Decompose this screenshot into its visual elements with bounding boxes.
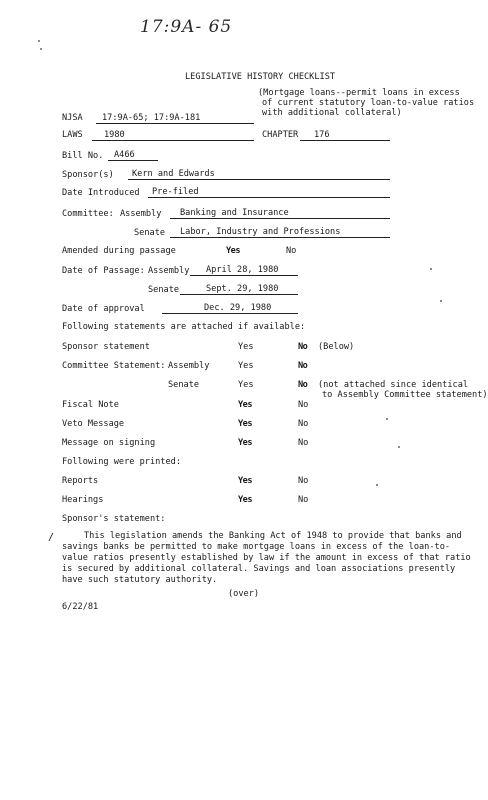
over-label: (over) bbox=[228, 589, 260, 599]
passage-label: Date of Passage: bbox=[62, 266, 145, 276]
sponsor-statement-yes: Yes bbox=[238, 342, 254, 352]
njsa-value: 17:9A-65; 17:9A-181 bbox=[102, 113, 201, 123]
hearings-yes-struck: Yes bbox=[238, 495, 253, 505]
description-line-2: of current statutory loan-to-value ratios bbox=[262, 98, 475, 108]
chapter-underline bbox=[300, 140, 390, 141]
laws-underline bbox=[92, 140, 254, 141]
margin-speck bbox=[40, 48, 42, 50]
chapter-value: 176 bbox=[314, 130, 330, 140]
reports-no: No bbox=[298, 476, 309, 486]
committee-assembly-label: Assembly bbox=[120, 209, 162, 219]
passage-senate-label: Senate bbox=[148, 285, 180, 295]
reports-yes-struck: Yes bbox=[238, 476, 253, 486]
committee-label: Committee: bbox=[62, 209, 114, 219]
committee-statement-label: Committee Statement: bbox=[62, 361, 166, 371]
njsa-underline bbox=[96, 123, 254, 124]
passage-assembly-underline bbox=[190, 275, 298, 276]
sponsor-statement-no-struck: No bbox=[298, 342, 308, 352]
committee-statement-assembly-no-struck: No bbox=[298, 361, 308, 371]
committee-assembly-underline bbox=[170, 218, 390, 219]
committee-senate-value: Labor, Industry and Professions bbox=[180, 227, 341, 237]
message-on-signing-label: Message on signing bbox=[62, 438, 156, 448]
bill-label: Bill No. bbox=[62, 151, 104, 161]
njsa-label: NJSA bbox=[62, 113, 83, 123]
sponsor-statement-note: (Below) bbox=[318, 342, 355, 352]
approval-value: Dec. 29, 1980 bbox=[204, 303, 272, 313]
following-attached-heading: Following statements are attached if available: bbox=[62, 322, 306, 332]
handwritten-law-number: 17:9A- 65 bbox=[140, 17, 233, 37]
sponsor-statement-heading: Sponsor's statement: bbox=[62, 514, 166, 524]
reports-label: Reports bbox=[62, 476, 99, 486]
amended-label: Amended during passage bbox=[62, 246, 176, 256]
laws-value: 1980 bbox=[104, 130, 125, 140]
committee-senate-label: Senate bbox=[134, 228, 166, 238]
amended-yes-struck: Yes bbox=[226, 246, 241, 256]
margin-speck bbox=[376, 484, 378, 486]
page-title: LEGISLATIVE HISTORY CHECKLIST bbox=[185, 72, 336, 82]
message-on-signing-no: No bbox=[298, 438, 309, 448]
margin-speck bbox=[386, 418, 388, 420]
margin-speck bbox=[38, 40, 40, 42]
following-printed-heading: Following were printed: bbox=[62, 457, 181, 467]
sponsors-value: Kern and Edwards bbox=[132, 169, 215, 179]
date-introduced-value: Pre-filed bbox=[152, 187, 199, 197]
committee-statement-senate-yes: Yes bbox=[238, 380, 254, 390]
veto-message-label: Veto Message bbox=[62, 419, 125, 429]
chapter-label: CHAPTER bbox=[262, 130, 299, 140]
veto-message-yes-struck: Yes bbox=[238, 419, 253, 429]
margin-speck bbox=[398, 446, 400, 448]
committee-statement-senate-note-1: (not attached since identical bbox=[318, 380, 469, 390]
margin-speck bbox=[440, 300, 442, 302]
passage-senate-underline bbox=[180, 294, 298, 295]
approval-underline bbox=[162, 313, 298, 314]
bill-underline bbox=[108, 160, 158, 161]
committee-statement-assembly-yes: Yes bbox=[238, 361, 254, 371]
margin-speck bbox=[430, 268, 432, 270]
passage-senate-value: Sept. 29, 1980 bbox=[206, 284, 279, 294]
fiscal-note-no: No bbox=[298, 400, 309, 410]
hearings-no: No bbox=[298, 495, 309, 505]
passage-assembly-value: April 28, 1980 bbox=[206, 265, 279, 275]
sponsors-underline bbox=[128, 179, 390, 180]
passage-assembly-label: Assembly bbox=[148, 266, 190, 276]
veto-message-no: No bbox=[298, 419, 309, 429]
fiscal-note-label: Fiscal Note bbox=[62, 400, 119, 410]
committee-senate-underline bbox=[170, 237, 390, 238]
hearings-label: Hearings bbox=[62, 495, 104, 505]
committee-statement-senate-label: Senate bbox=[168, 380, 200, 390]
fiscal-note-yes-struck: Yes bbox=[238, 400, 253, 410]
footer-date: 6/22/81 bbox=[62, 602, 99, 612]
sponsor-statement-label: Sponsor statement bbox=[62, 342, 150, 352]
bill-value: A466 bbox=[114, 150, 135, 160]
date-introduced-underline bbox=[148, 197, 390, 198]
committee-statement-senate-note-2: to Assembly Committee statement) bbox=[322, 390, 488, 400]
laws-label: LAWS bbox=[62, 130, 83, 140]
date-introduced-label: Date Introduced bbox=[62, 188, 140, 198]
sponsors-label: Sponsor(s) bbox=[62, 170, 114, 180]
committee-assembly-value: Banking and Insurance bbox=[180, 208, 289, 218]
description-line-3: with additional collateral) bbox=[262, 108, 402, 118]
approval-label: Date of approval bbox=[62, 304, 145, 314]
statement-paragraph: This legislation amends the Banking Act of 1948 to provide that banks and savings banks be permitted to make mortgage loans in excess of the loan-to-value ratios presently established by law if the amount in excess of that ratio is secured by additional collateral. Savings and loan associations presently have such statutory authority. bbox=[62, 531, 471, 585]
committee-statement-assembly-label: Assembly bbox=[168, 361, 210, 371]
margin-mark: / bbox=[48, 532, 55, 543]
amended-no: No bbox=[286, 246, 297, 256]
description-line-1: (Mortgage loans--permit loans in excess bbox=[258, 88, 460, 98]
message-on-signing-yes-struck: Yes bbox=[238, 438, 253, 448]
committee-statement-senate-no-struck: No bbox=[298, 380, 308, 390]
